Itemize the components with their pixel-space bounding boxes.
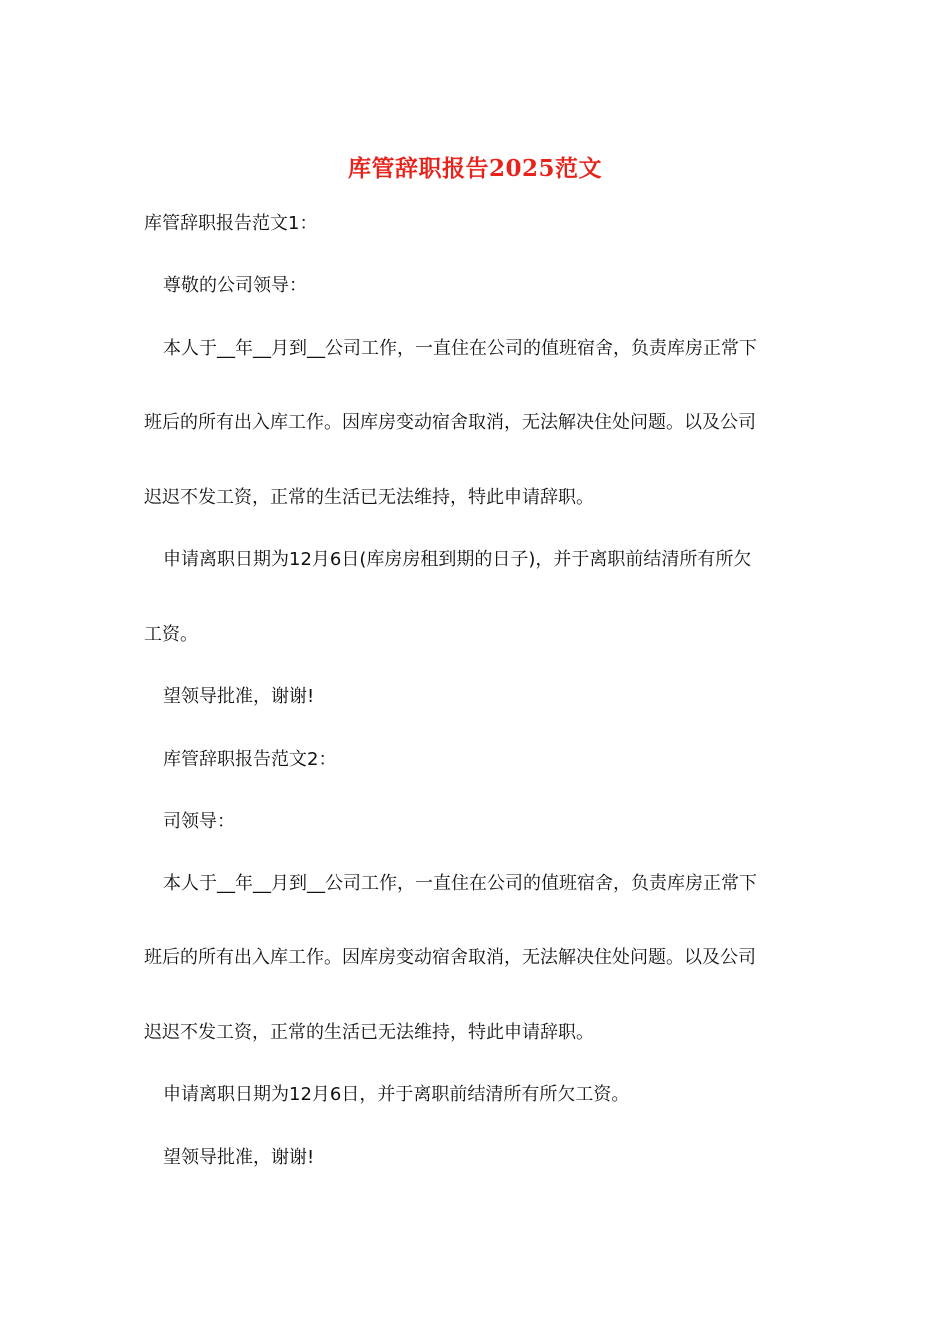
body-paragraph-line: 申请离职日期为12月6日(库房房租到期的日子)，并于离职前结清所有所欠	[163, 549, 752, 570]
salutation-2: 司领导：	[163, 811, 235, 832]
body-paragraph-line: 班后的所有出入库工作。因库房变动宿舍取消，无法解决住处问题。以及公司	[144, 947, 756, 968]
body-paragraph-line: 本人于__年__月到__公司工作，一直住在公司的值班宿舍，负责库房正常下	[163, 338, 757, 359]
closing-line-1: 望领导批准，谢谢!	[163, 686, 315, 707]
body-paragraph-line: 迟迟不发工资，正常的生活已无法维持，特此申请辞职。	[144, 487, 594, 508]
section-heading-1: 库管辞职报告范文1：	[144, 213, 318, 234]
salutation-1: 尊敬的公司领导：	[163, 275, 307, 296]
body-paragraph-line: 工资。	[144, 624, 198, 645]
closing-line-2: 望领导批准，谢谢!	[163, 1147, 315, 1168]
body-paragraph-line: 本人于__年__月到__公司工作，一直住在公司的值班宿舍，负责库房正常下	[163, 873, 757, 894]
body-paragraph-line: 班后的所有出入库工作。因库房变动宿舍取消，无法解决住处问题。以及公司	[144, 412, 756, 433]
document-title: 库管辞职报告2025范文	[347, 155, 602, 182]
body-paragraph-line: 申请离职日期为12月6日，并于离职前结清所有所欠工资。	[163, 1084, 630, 1105]
section-heading-2: 库管辞职报告范文2：	[163, 749, 337, 770]
body-paragraph-line: 迟迟不发工资，正常的生活已无法维持，特此申请辞职。	[144, 1022, 594, 1043]
